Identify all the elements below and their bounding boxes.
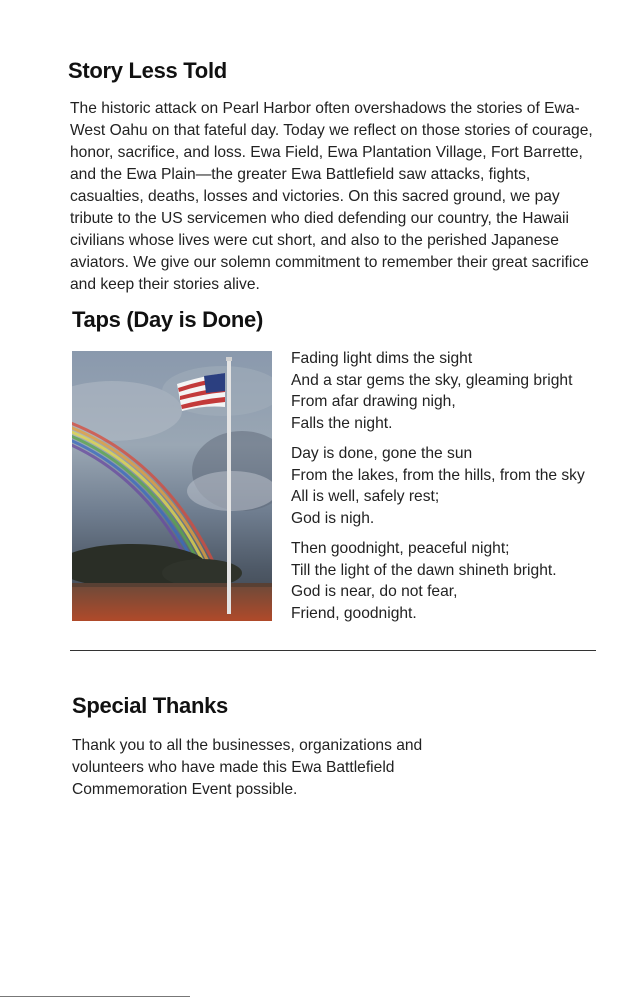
- section-divider: [70, 650, 596, 651]
- poem-line: Falls the night.: [291, 414, 393, 432]
- poem-stanza: [291, 443, 611, 529]
- poem-line: And a star gems the sky, gleaming bright: [291, 371, 573, 389]
- story-heading: Story Less Told: [68, 58, 227, 83]
- poem-line: God is nigh.: [291, 509, 375, 527]
- poem-stanza: [291, 348, 611, 434]
- poem-line: Then goodnight, peaceful night;: [291, 540, 510, 557]
- poem-line: God is near, do not fear,: [291, 583, 458, 600]
- story-paragraph: The historic attack on Pearl Harbor often overshadows the stories of Ewa-West Oahu on that fateful day. Today we reflect on those stories of courage, honor, sacrifice, and loss. Ewa Field, Ewa Plantation Village, Fort Barrette, and the Ewa Plain—the greater Ewa Battlefield saw attacks, fights, casualties, deaths, losses and victories. On this sacred ground, we pay tribute to the US servicemen who died defending our country, the Hawaii civilians whose lives were cut short, and also to the perished Japanese aviators. We give our solemn commitment to remember their great sacrifice and keep their stories alive.: [70, 100, 593, 293]
- poem-stanza: [291, 538, 611, 624]
- poem-line: Fading light dims the sight: [291, 350, 473, 367]
- poem-line: Friend, goodnight.: [291, 604, 417, 622]
- taps-poem: [291, 348, 611, 633]
- taps-heading: Taps (Day is Done): [72, 307, 264, 332]
- flag-rainbow-photo: [72, 351, 272, 621]
- page-edge-line: [0, 996, 190, 997]
- poem-line: Till the light of the dawn shineth bright.: [291, 561, 557, 579]
- poem-line: Day is done, gone the sun: [291, 445, 473, 462]
- poem-line: From afar drawing nigh,: [291, 393, 456, 410]
- poem-line: All is well, safely rest;: [291, 488, 440, 505]
- thanks-heading: Special Thanks: [72, 693, 228, 718]
- thanks-paragraph: Thank you to all the businesses, organizations and volunteers who have made this Ewa Battlefield Commemoration Event possible.: [72, 737, 423, 798]
- poem-line: From the lakes, from the hills, from the sky: [291, 466, 585, 484]
